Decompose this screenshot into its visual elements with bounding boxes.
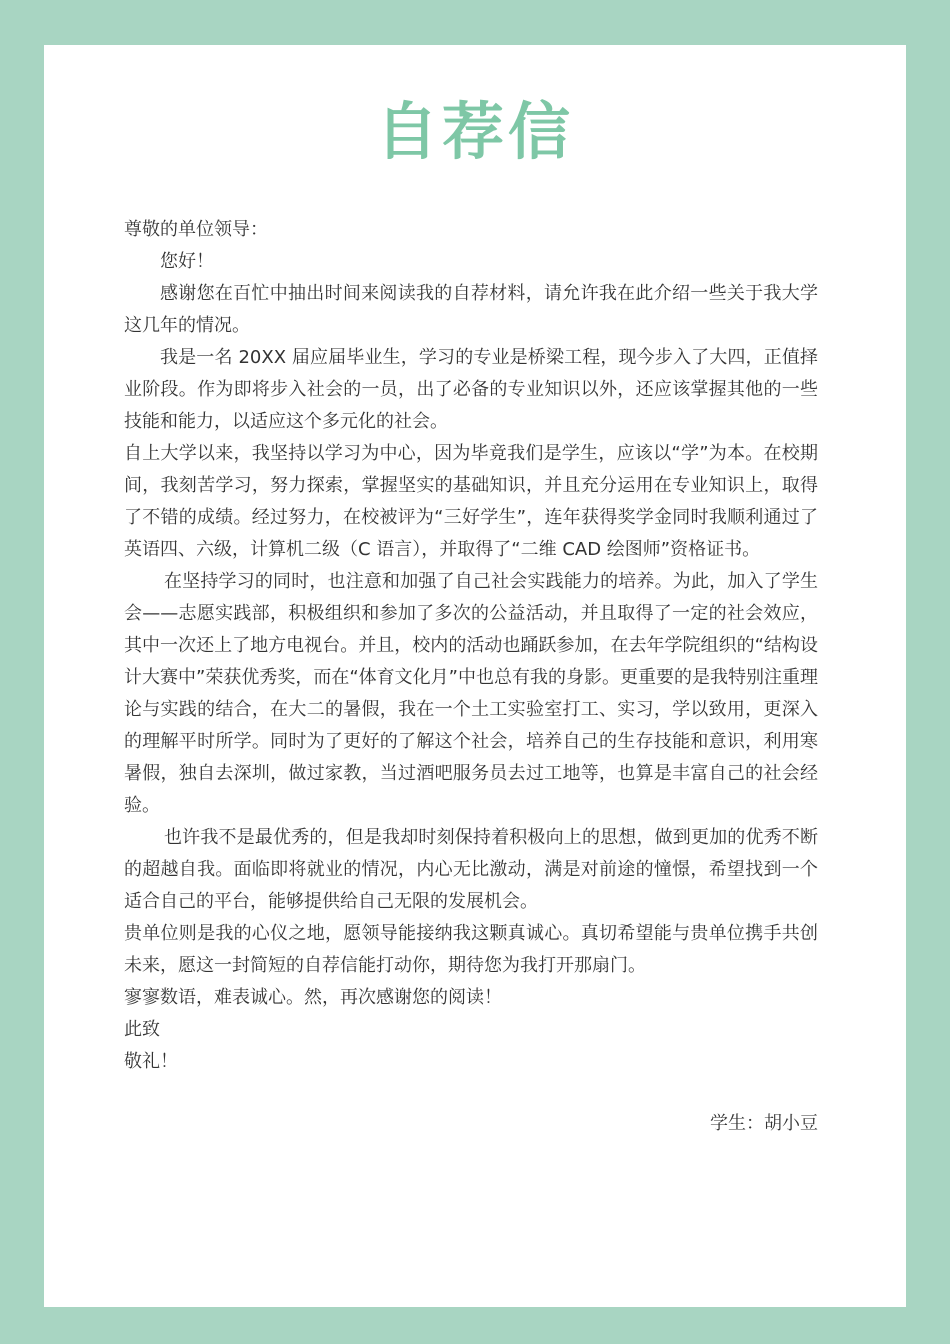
greeting: 您好！ [160,251,214,272]
paragraph-background: 我是一名 20XX 届应届毕业生，学习的专业是桥梁工程，现今步入了大四，正值择业阶段。作为即将步入社会的一员，出了必备的专业知识以外，还应该掌握其他的一些技能和能力，以适应这个多元化的社会。 [124,347,818,432]
closing-line-1: 此致 [124,1019,160,1040]
closing-line-2: 敬礼！ [124,1051,178,1072]
signature: 学生：胡小豆 [710,1113,818,1134]
salutation: 尊敬的单位领导： [124,219,268,240]
paragraph-study: 自上大学以来，我坚持以学习为中心，因为毕竟我们是学生，应该以“学”为本。在校期间，我刻苦学习，努力探索，掌握坚实的基础知识，并且充分运用在专业知识上，取得了不错的成绩。经过努力，在校被评为“三好学生”，连年获得奖学金同时我顺利通过了英语四、六级，计算机二级（C 语言），并取得了“二维 CAD 绘图师”资格证书。 [124,443,818,560]
paragraph-thanks: 寥寥数语，难表诚心。然，再次感谢您的阅读！ [124,987,502,1008]
paragraph-aspiration: 也许我不是最优秀的，但是我却时刻保持着积极向上的思想，做到更加的优秀不断的超越自我。面临即将就业的情况，内心无比激动，满是对前途的憧憬，希望找到一个适合自己的平台，能够提供给自己无限的发展机会。 [124,827,818,912]
letter-body [124,214,818,1078]
paragraph-intro: 感谢您在百忙中抽出时间来阅读我的自荐材料，请允许我在此介绍一些关于我大学 这几年的情况。 [124,283,818,336]
paragraph-practice: 在坚持学习的同时，也注意和加强了自己社会实践能力的培养。为此，加入了学生会——志愿实践部，积极组织和参加了多次的公益活动，并且取得了一定的社会效应，其中一次还上了地方电视台。并且，校内的活动也踊跃参加，在去年学院组织的“结构设计大赛中”荣获优秀奖，而在“体育文化月”中也总有我的身影。更重要的是我特别注重理论与实践的结合，在大二的暑假，我在一个土工实验室打工、实习，学以致用，更深入的理解平时所学。同时为了更好的了解这个社会，培养自己的生存技能和意识，利用寒暑假，独自去深圳，做过家教，当过酒吧服务员去过工地等，也算是丰富自己的社会经验。 [124,571,818,816]
paragraph-hope: 贵单位则是我的心仪之地，愿领导能接纳我这颗真诚心。真切希望能与贵单位携手共创未来，愿这一封简短的自荐信能打动你，期待您为我打开那扇门。 [124,923,818,976]
page-title: 自荐信 [375,95,574,168]
